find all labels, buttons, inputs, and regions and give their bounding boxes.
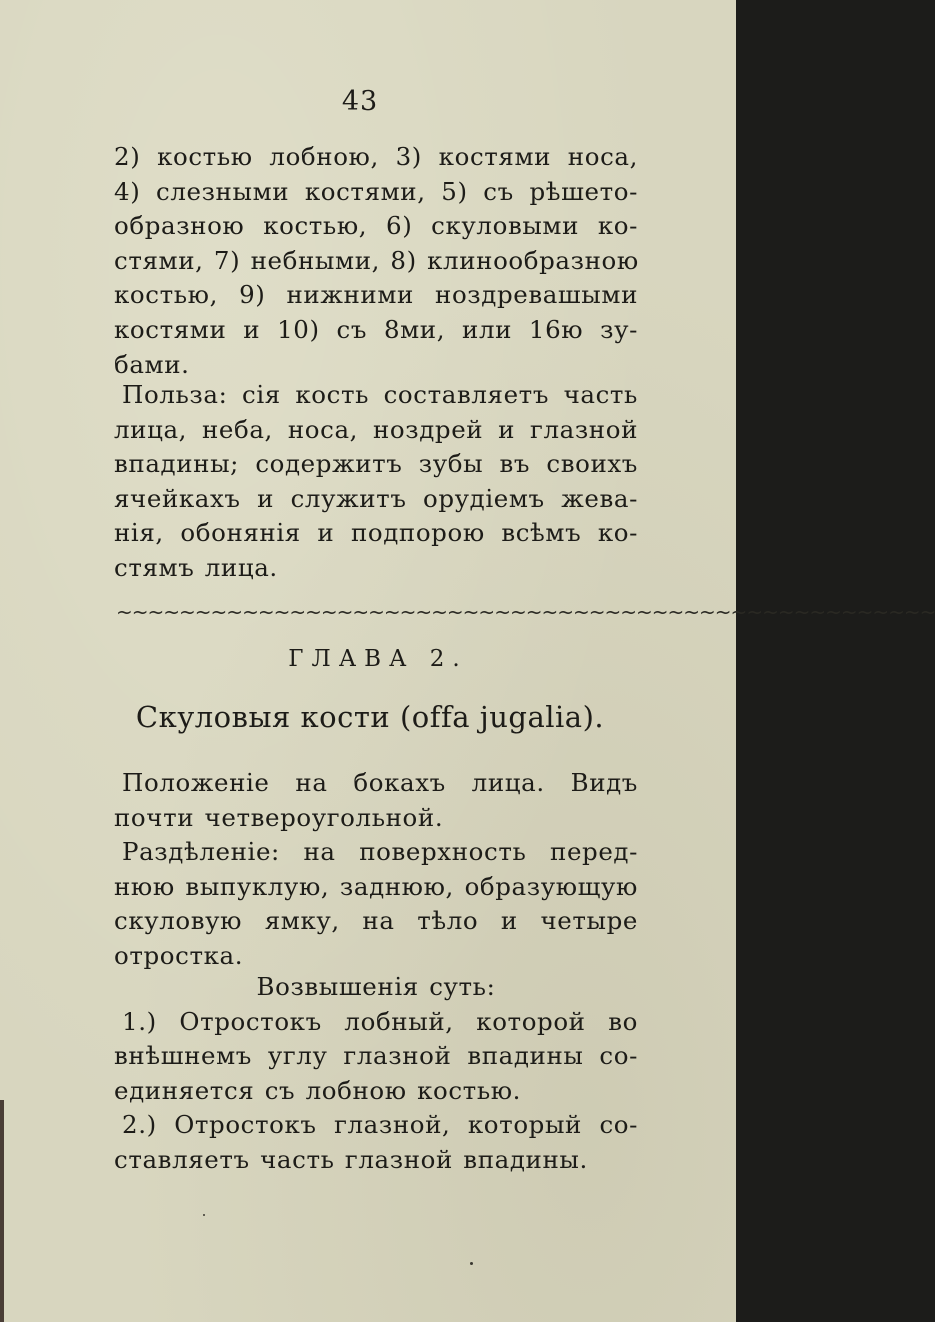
paragraph-position-division <box>114 766 638 974</box>
chapter-heading: ГЛАВА 2. <box>288 646 468 672</box>
text-line: единяется съ лобною костью. <box>114 1075 522 1105</box>
text-line: Раздѣленіе: на поверхность перед- <box>122 837 638 867</box>
text-line: Польза: сія кость составляетъ часть <box>122 380 638 409</box>
text-line: скуловую ямку, на тѣло и четыре <box>114 906 638 936</box>
text-line: ячейкахъ и служитъ орудіемъ жева- <box>114 483 638 513</box>
paragraph-processes <box>114 970 638 1178</box>
section-title: Скуловыя кости (offa jugalia). <box>135 700 605 734</box>
page-edge-shadow <box>0 1100 4 1322</box>
text-line: ставляетъ часть глазной впадины. <box>114 1144 588 1174</box>
text-line: нюю выпуклую, заднюю, образующую <box>114 871 638 901</box>
text-line: Положеніе на бокахъ лица. Видъ <box>122 768 638 797</box>
paragraph-bone-articulations <box>114 140 638 382</box>
ink-speck <box>470 1262 473 1265</box>
text-line: стямъ лица. <box>114 552 278 582</box>
subheading: Возвышенія суть: <box>256 972 496 1001</box>
ink-speck <box>203 1214 205 1216</box>
paragraph-use <box>114 378 638 586</box>
text-line: 4) слезными костями, 5) съ рѣшето- <box>114 176 638 206</box>
text-line: впадины; содержитъ зубы въ своихъ <box>114 449 638 479</box>
text-line: внѣшнемъ углу глазной впадины со- <box>114 1041 638 1071</box>
text-line: образною костью, 6) скуловыми ко- <box>114 211 638 241</box>
text-line: нія, обонянія и подпорою всѣмъ ко- <box>114 518 638 548</box>
text-line: стями, 7) небными, 8) клинообразною <box>114 245 639 275</box>
text-line: лица, неба, носа, ноздрей и глазной <box>114 414 638 444</box>
text-line: почти четвероугольной. <box>114 802 444 832</box>
text-line: отростка. <box>114 940 244 970</box>
page-number: 43 <box>341 86 379 117</box>
text-line: костями и 10) съ 8ми, или 16ю зу- <box>114 314 638 344</box>
text-line: 2.) Отростокъ глазной, который со- <box>122 1110 638 1140</box>
text-line: костью, 9) нижними ноздревашыми <box>114 280 638 310</box>
ornamental-divider: ~~~~~~~~~~~~~~~~~~~~~~~~~~~~~~~~~~~~~~~~~~~~~~~~~~~~ <box>116 600 935 624</box>
text-line: 1.) Отростокъ лобный, которой во <box>122 1006 638 1036</box>
text-line: 2) костью лобною, 3) костями носа, <box>114 142 638 171</box>
text-line: бами. <box>114 349 190 379</box>
